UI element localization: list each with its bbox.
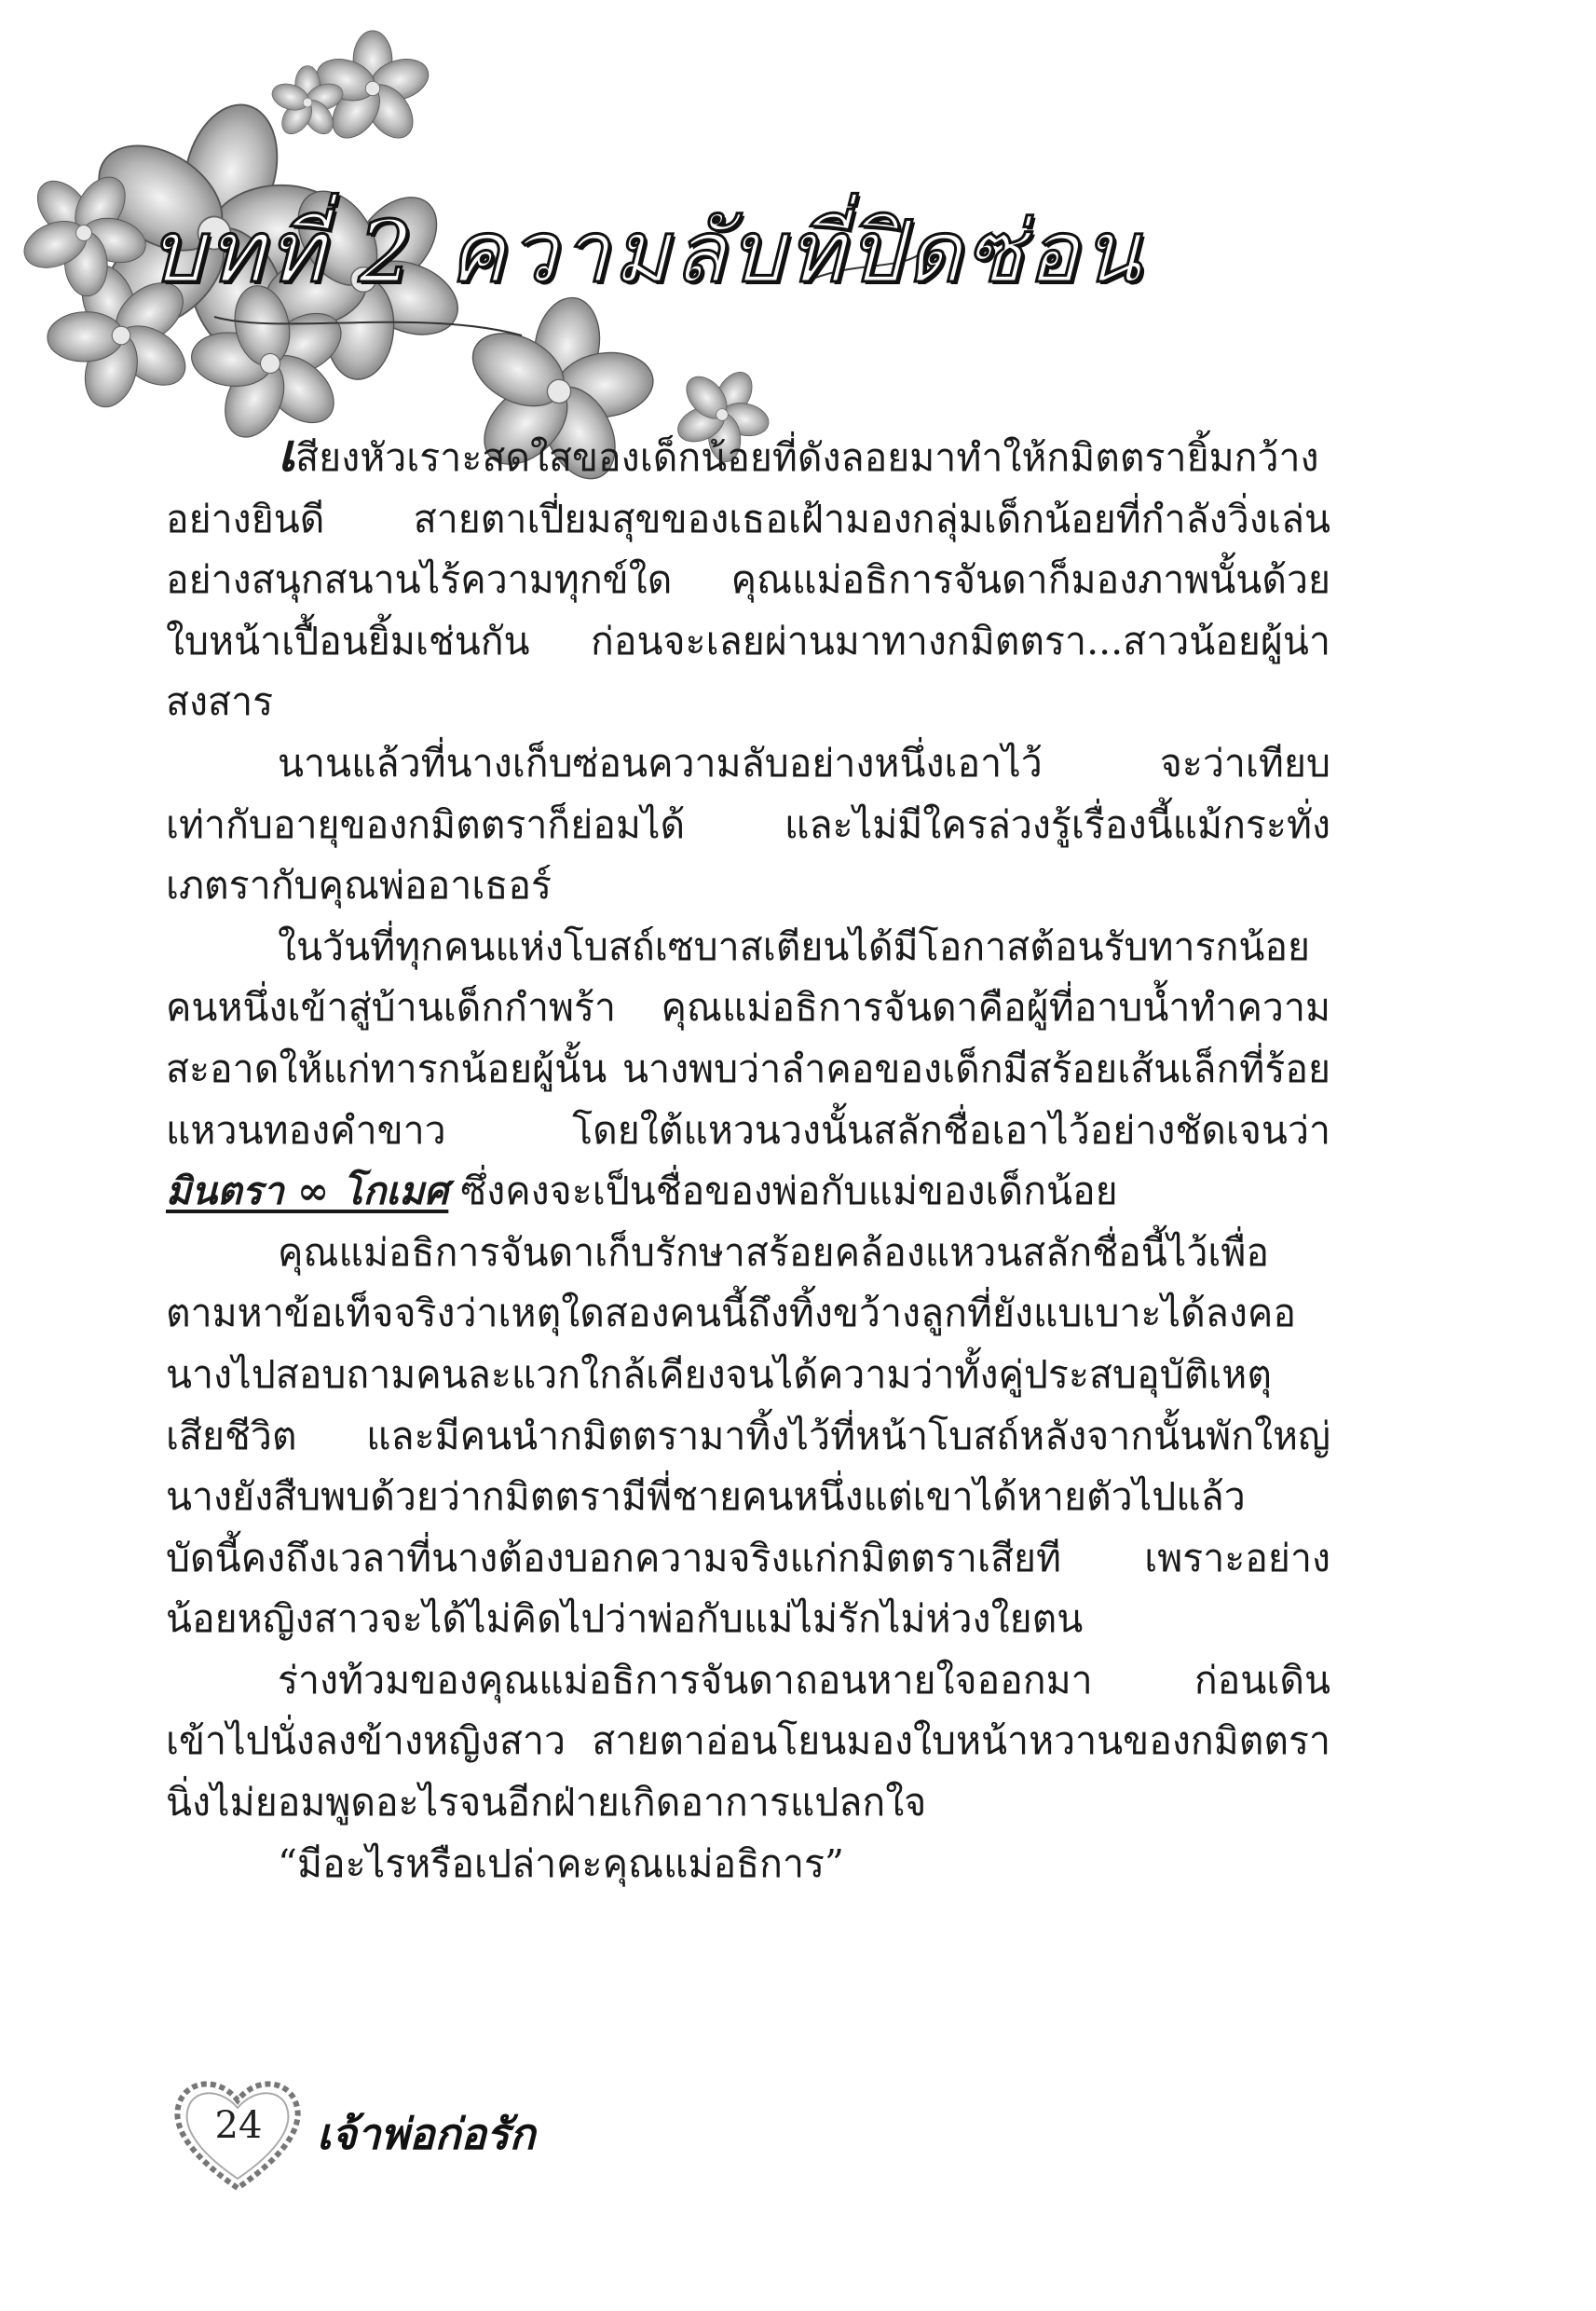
paragraph-text: ซึ่งคงจะเป็นชื่อของพ่อกับแม่ของเด็กน้อย: [448, 1169, 1118, 1214]
paragraph-4: คุณแม่อธิการจันดาเก็บรักษาสร้อยคล้องแหวนสลักชื่อนี้ไว้เพื่อตามหาข้อเท็จจริงว่าเหตุใดสองคนนี้ถึงทิ้งขว้างลูกที่ยังแบเบาะได้ลงคอ นางไปสอบถามคนละแวกใกล้เคียงจนได้ความว่าทั้งคู่ประสบอุบัติเหตุเสียชีวิต และมีคนนำกมิตตรามาทิ้งไว้ที่หน้าโบสถ์หลังจากนั้นพักใหญ่นางยังสืบพบด้วยว่ากมิตตรามีพี่ชายคนหนึ่งแต่เขาได้หายตัวไปแล้ว บัดนี้คงถึงเวลาที่นางต้องบอกความจริงแก่กมิตตราเสียที เพราะอย่างน้อยหญิงสาวจะได้ไม่คิดไปว่าพ่อกับแม่ไม่รักไม่ห่วงใยตน: [166, 1229, 1330, 1642]
page-footer: [168, 2069, 634, 2199]
chapter-title: บทที่ 2 ความลับที่ปิดซ่อน: [149, 202, 1145, 302]
paragraph-5: ร่างท้วมของคุณแม่อธิการจันดาถอนหายใจออกมา ก่อนเดินเข้าไปนั่งลงข้างหญิงสาว สายตาอ่อนโยนมองใบหน้าหวานของกมิตตรานิ่งไม่ยอมพูดอะไรจนอีกฝ่ายเกิดอาการแปลกใจ: [166, 1657, 1330, 1826]
drop-cap: เ: [278, 422, 296, 484]
paragraph-2: นานแล้วที่นางเก็บซ่อนความลับอย่างหนึ่งเอาไว้ จะว่าเทียบเท่ากับอายุของกมิตตราก็ย่อมได้ และไม่มีใครล่วงรู้เรื่องนี้แม้กระทั่งเภตรากับคุณพ่ออาเธอร์: [166, 740, 1330, 909]
body-text: [166, 422, 1330, 1894]
engraved-names: มินตรา ∞ โกเมศ: [166, 1169, 449, 1214]
paragraph-1: [166, 422, 1330, 733]
paragraph-text: ในวันที่ทุกคนแห่งโบสถ์เซบาสเตียนได้มีโอกาสต้อนรับทารกน้อยคนหนึ่งเข้าสู่บ้านเด็กกำพร้า คุณแม่อธิการจันดาคือผู้ที่อาบน้ำทำความสะอาดให้แก่ทารกน้อยผู้นั้น นางพบว่าลำคอของเด็กมีสร้อยเส้นเล็กที่ร้อยแหวนทองคำขาว โดยใต้แหวนวงนั้นสลักชื่อเอาไว้อย่างชัดเจนว่า: [166, 923, 1330, 1153]
page-number: 24: [214, 2104, 263, 2147]
paragraph-text: สียงหัวเราะสดใสของเด็กน้อยที่ดังลอยมาทำให้กมิตตรายิ้มกว้างอย่างยินดี สายตาเปี่ยมสุขของเธอเฝ้ามองกลุ่มเด็กน้อยที่กำลังวิ่งเล่นอย่างสนุกสนานไร้ความทุกข์ใด คุณแม่อธิการจันดาก็มองภาพนั้นด้วยใบหน้าเปื้อนยิ้มเช่นกัน ก่อนจะเลยผ่านมาทางกมิตตรา...สาวน้อยผู้น่าสงสาร: [166, 435, 1330, 725]
paragraph-3: [166, 917, 1330, 1223]
book-title: เจ้าพ่อก่อรัก: [317, 2109, 536, 2159]
paragraph-6: “มีอะไรหรือเปล่าคะคุณแม่อธิการ”: [278, 1840, 844, 1886]
